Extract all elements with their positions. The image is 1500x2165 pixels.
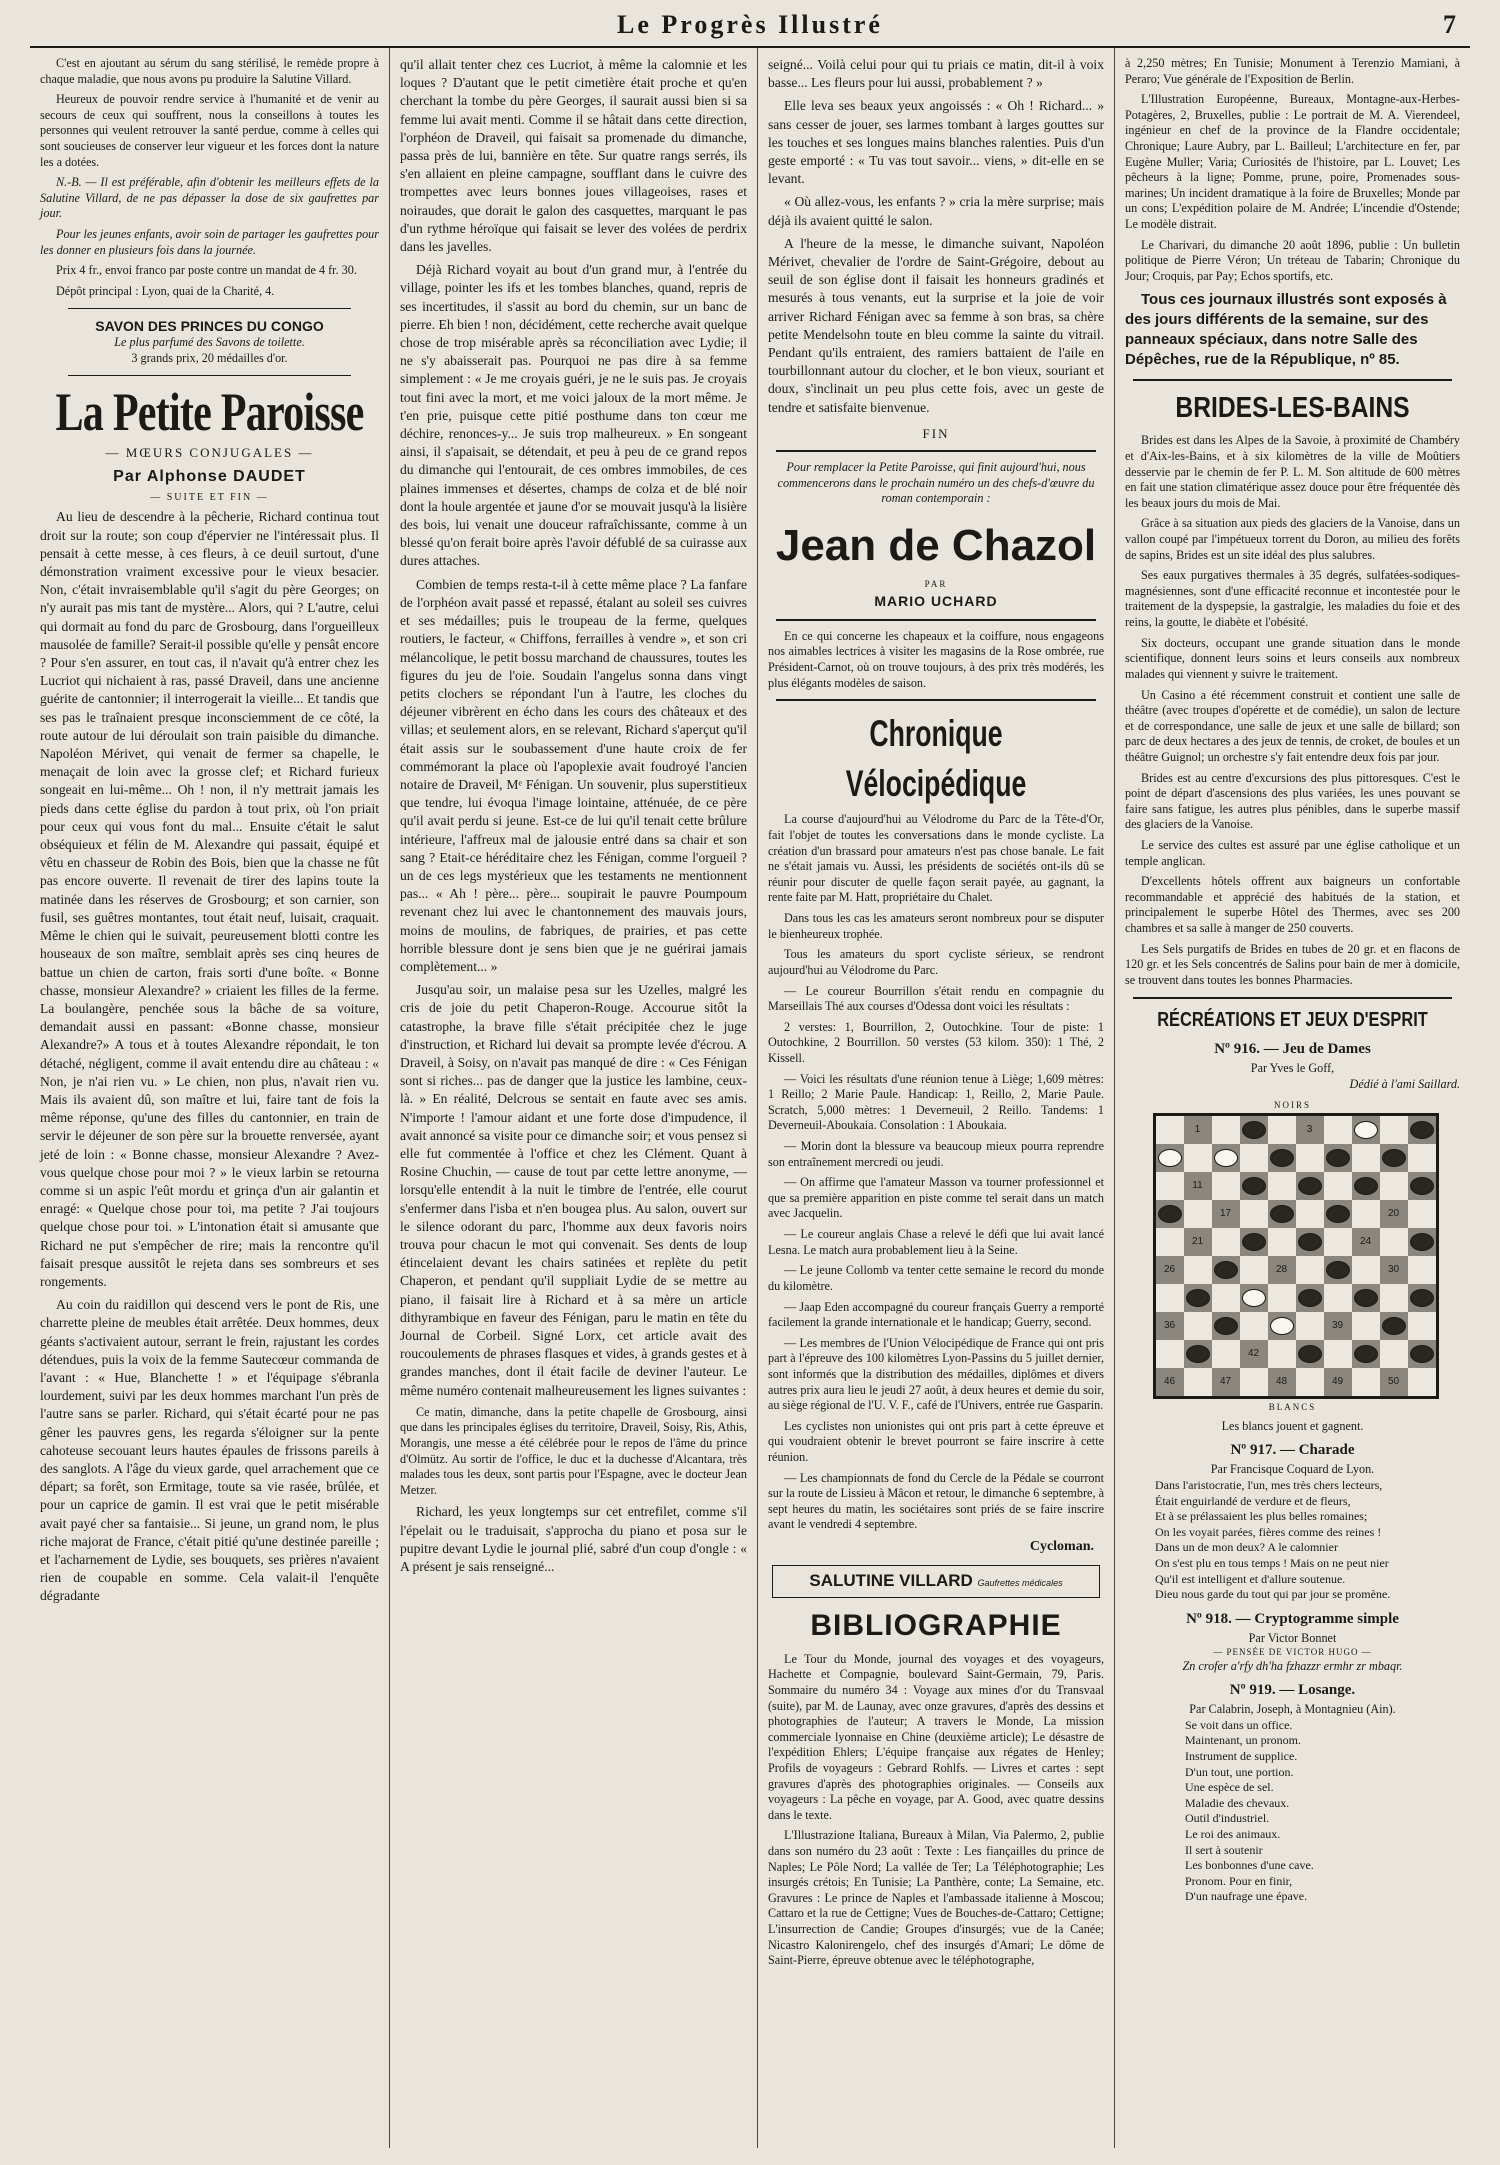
salutine-children-note: Pour les jeunes enfants, avoir soin de partager les gaufrettes pour les donner en plusieurs fois dans la journée.	[40, 227, 379, 257]
charade-line: On s'est plu en tous temps ! Mais on ne peut nier	[1155, 1555, 1389, 1570]
board-dark-square	[1380, 1368, 1408, 1396]
board-light-square	[1156, 1172, 1184, 1200]
charade-text	[1125, 1478, 1460, 1603]
novel-paragraph: qu'il allait tenter chez ces Lucriot, à même la calomnie et les loques ? D'autant que le petit cimetière était proche et qu'en cherchant la tombe du père Georges, il saurait aussi bien si sa femme lui avait menti. Comme il se hâtait dans cette direction, l'orphéon de Draveil, qui faisait sa promenade du dimanche, passa près de lui, bannière en tête. Sur quatre rangs serrés, ils s'en allaient en pleine campagne, soufflant dans le cuivre des trompettes avec leurs bonnes joues villageoises, rases et noiraudes, que dorait le galon des casquettes, marquant le pas d'un rythme héroïque qui faisait se lever des volées de perdrix dans les javelles.	[400, 57, 747, 255]
losange-line: Se voit dans un office.	[1185, 1717, 1293, 1732]
chronicle-paragraph: — Voici les résultats d'une réunion tenue à Liège; 1,609 mètres: 1 Reillo; 2 Marie Paule. Handicap: 1, Reillo, 2, Marie Paule. Scratch, 5,000 mètres: 1 Deverneuil, 2 Reillo. Tandems: 1 Deverneuil-Aboukaia. Consolation : 1 Aboukaia.	[768, 1071, 1104, 1133]
novel-title: La Petite Paroisse	[55, 381, 364, 442]
brides-body	[1125, 433, 1460, 988]
board-square-number: 11	[1192, 1179, 1203, 1191]
losange-line: Le roi des animaux.	[1185, 1826, 1281, 1841]
board-dark-square	[1268, 1144, 1296, 1172]
puzzle-916-title: Nº 916. — Jeu de Dames	[1214, 1041, 1371, 1058]
board-dark-square	[1324, 1368, 1352, 1396]
board-dark-square	[1156, 1312, 1184, 1340]
journals-notice: Tous ces journaux illustrés sont exposés à des jours différents de la semaine, sur des panneaux spéciaux, dans notre Salle des Dépêches, rue de la République, nº 85.	[1125, 290, 1447, 369]
board-dark-square	[1296, 1172, 1324, 1200]
next-novel-title: Jean de Chazol	[775, 521, 1097, 571]
board-light-square	[1324, 1340, 1352, 1368]
divider	[1133, 379, 1452, 381]
puzzle-918-pensee: — PENSÉE DE VICTOR HUGO —	[1213, 1647, 1372, 1658]
losange-line: D'un naufrage une épave.	[1185, 1889, 1308, 1904]
next-novel-intro: Pour remplacer la Petite Paroisse, qui finit aujourd'hui, nous commencerons dans le prochain numéro un des chefs-d'œuvre du roman contemporain :	[777, 460, 1095, 506]
board-light-square	[1184, 1312, 1212, 1340]
board-dark-square	[1408, 1116, 1436, 1144]
white-piece	[1242, 1289, 1266, 1307]
board-light-square	[1240, 1368, 1268, 1396]
novel-paragraph: seigné... Voilà celui pour qui tu priais ce matin, dit-il à voix basse... Les fleurs pour lui aussi, probablement ? »	[768, 57, 1104, 91]
board-light-square	[1352, 1256, 1380, 1284]
board-light-square	[1380, 1172, 1408, 1200]
salutine-banner-title: SALUTINE VILLARD	[809, 1570, 973, 1590]
chronicle-paragraph: Les cyclistes non unionistes qui ont pris part à cette épreuve et qui voudraient obtenir le brevet pourront se faire inscrire à cette réunion.	[768, 1418, 1104, 1464]
board-light-square	[1184, 1256, 1212, 1284]
board-dark-square	[1324, 1312, 1352, 1340]
board-light-square	[1352, 1312, 1380, 1340]
bibliography-entry: L'Illustration Européenne, Bureaux, Montagne-aux-Herbes-Potagères, 2, Bruxelles, publie : Le portrait de M. A. Vierendeel, ingénieur en chef de la province de la Flandre occidentale; Chronique; Laure Aubry, par L. Bailleul; L'architecture en fer, par Eugène Muller; Varia; Curiosités de l'histoire, par L. Louvet; Les pêcheurs à la ligne; Pomme, prune, poire, Promenades sous-marines; Un incident dramatique à la foire de Bruxelles; Monde par un cons; L'expédition polaire de M. Andrée; L'incendie d'Ostende; Le modèle distrait.	[1125, 92, 1460, 232]
board-dark-square	[1408, 1340, 1436, 1368]
board-light-square	[1240, 1144, 1268, 1172]
board-square-number: 21	[1191, 1235, 1204, 1247]
board-light-square	[1184, 1144, 1212, 1172]
bibliography-body	[768, 1652, 1104, 1969]
black-piece	[1298, 1345, 1322, 1363]
board-dark-square	[1352, 1116, 1380, 1144]
board-dark-square	[1240, 1284, 1268, 1312]
black-piece	[1326, 1261, 1350, 1279]
black-piece	[1410, 1233, 1434, 1251]
board-dark-square	[1408, 1284, 1436, 1312]
brides-paragraph: Brides est au centre d'excursions des plus pittoresques. C'est le point de départ d'ascensions des plus variées, les unes pouvant se faire sans fatigue, les autres plus pénibles, dans le superbe massif des glaciers de la Vanoise.	[1125, 770, 1460, 832]
board-square-number: 28	[1275, 1263, 1288, 1275]
board-label-bottom: BLANCS	[1268, 1401, 1317, 1412]
puzzle-918-author: Par Victor Bonnet	[1248, 1630, 1337, 1645]
losange-line: Il sert à soutenir	[1185, 1842, 1263, 1857]
brides-paragraph: Grâce à sa situation aux pieds des glaciers de la Vanoise, dans un vallon coupé par l'impétueux torrent du Doron, au milieu des forêts de sapins, Brides est un site idéal des plus salubres.	[1125, 516, 1460, 562]
board-light-square	[1240, 1256, 1268, 1284]
board-dark-square	[1296, 1284, 1324, 1312]
losange-line: Outil d'industriel.	[1185, 1811, 1270, 1826]
board-square-number: 49	[1331, 1375, 1344, 1387]
board-light-square	[1212, 1340, 1240, 1368]
board-light-square	[1240, 1200, 1268, 1228]
board-dark-square	[1268, 1200, 1296, 1228]
black-piece	[1410, 1345, 1434, 1363]
board-dark-square	[1156, 1256, 1184, 1284]
board-dark-square	[1352, 1172, 1380, 1200]
board-light-square	[1408, 1312, 1436, 1340]
board-square-number: 3	[1306, 1123, 1313, 1135]
charade-line: On les voyait parées, fières comme des reines !	[1155, 1524, 1382, 1539]
board-light-square	[1184, 1368, 1212, 1396]
losange-line: Maintenant, un pronom.	[1185, 1733, 1301, 1748]
board-light-square	[1156, 1116, 1184, 1144]
white-piece	[1158, 1149, 1182, 1167]
novel-paragraph: Richard, les yeux longtemps sur cet entrefilet, comme s'il l'épelait ou le traduisait, s'approcha du piano et posa sur le pupitre devant Lydie le journal plié, sabré d'un coup d'ongle : « A présent je sais renseigné...	[400, 1504, 747, 1575]
bibliography-title: BIBLIOGRAPHIE	[810, 1608, 1062, 1642]
salutine-nb: N.-B. — Il est préférable, afin d'obtenir les meilleurs effets de la Salutine Villard, de ne pas dépasser la dose de six gaufrettes par jour.	[40, 175, 379, 221]
board-dark-square	[1184, 1116, 1212, 1144]
board-light-square	[1380, 1228, 1408, 1256]
board-square-number: 17	[1219, 1207, 1232, 1219]
chronicle-paragraph: — Les championnats de fond du Cercle de la Pédale se courront sur la route de Lissieu à Mâcon et retour, le dimanche 6 septembre, à sept heures du matin, les sociétaires sont priés de se faire inscrire avant le vendredi 4 septembre.	[768, 1470, 1104, 1532]
charade-line: Était enguirlandé de verdure et de fleurs,	[1155, 1493, 1351, 1508]
board-dark-square	[1324, 1144, 1352, 1172]
black-piece	[1326, 1205, 1350, 1223]
board-dark-square	[1212, 1256, 1240, 1284]
salutine-paragraph: Heureux de pouvoir rendre service à l'humanité et de venir au secours de ceux qui souffrent, nous la conseillons à toutes les personnes qui veulent retrouver la santé perdue, comme à celles qui sont soucieuses de conserver leur vigueur et les forces dont la nature les a dotées.	[40, 92, 379, 169]
black-piece	[1298, 1289, 1322, 1307]
column-4	[1115, 48, 1470, 2148]
black-piece	[1298, 1233, 1322, 1251]
board-light-square	[1380, 1116, 1408, 1144]
divider	[68, 308, 351, 309]
black-piece	[1410, 1177, 1434, 1195]
novel-author: Par Alphonse DAUDET	[113, 467, 306, 485]
divider	[1133, 997, 1452, 999]
board-square-number: 1	[1194, 1123, 1201, 1135]
board-dark-square	[1408, 1172, 1436, 1200]
salutine-depot: Dépôt principal : Lyon, quai de la Charité, 4.	[56, 283, 275, 298]
novel-paragraph: « Où allez-vous, les enfants ? » cria la mère surprise; mais déjà ils avaient quitté le salon.	[768, 194, 1104, 228]
savon-subtitle: Le plus parfumé des Savons de toilette.	[114, 335, 305, 350]
board-dark-square	[1324, 1200, 1352, 1228]
black-piece	[1242, 1177, 1266, 1195]
board-dark-square	[1268, 1256, 1296, 1284]
board-light-square	[1268, 1228, 1296, 1256]
board-light-square	[1156, 1284, 1184, 1312]
black-piece	[1214, 1317, 1238, 1335]
board-light-square	[1324, 1284, 1352, 1312]
black-piece	[1410, 1289, 1434, 1307]
board-light-square	[1268, 1116, 1296, 1144]
board-square-number: 26	[1163, 1263, 1176, 1275]
black-piece	[1354, 1345, 1378, 1363]
board-dark-square	[1212, 1368, 1240, 1396]
black-piece	[1270, 1205, 1294, 1223]
next-novel-author: MARIO UCHARD	[874, 593, 998, 610]
board-dark-square	[1212, 1200, 1240, 1228]
next-novel-par: PAR	[924, 579, 948, 590]
board-light-square	[1352, 1144, 1380, 1172]
board-dark-square	[1156, 1200, 1184, 1228]
savon-prizes: 3 grands prix, 20 médailles d'or.	[131, 350, 288, 365]
charade-line: Qu'il est intelligent et d'allure soutenue.	[1155, 1571, 1346, 1586]
board-dark-square	[1240, 1228, 1268, 1256]
hats-notice: En ce qui concerne les chapeaux et la coiffure, nous engageons nos aimables lectrices à visiter les magasins de la Rose ombrée, rue Président-Carnot, où on trouve toujours, à des prix très modérés, les plus élégants modèles de saison.	[768, 628, 1104, 690]
brides-paragraph: Un Casino a été récemment construit et contient une salle de théâtre (avec troupes d'opérette et de comédie), un salon de lecture et de correspondance, une salle de jeux et une salle de billard; son parc de deux hectares a des jeux de tennis, de croket, de boules et un théâtre Guignol; un orchestre s'y fait entendre deux fois par jour.	[1125, 687, 1460, 764]
board-dark-square	[1268, 1368, 1296, 1396]
chronicle-paragraph: — Le coureur Bourrillon s'était rendu en compagnie du Marseillais Thé aux courses d'Odessa dont voici les résultats :	[768, 983, 1104, 1014]
board-dark-square	[1380, 1312, 1408, 1340]
chronicle-paragraph: La course d'aujourd'hui au Vélodrome du Parc de la Tête-d'Or, fait l'objet de toutes les conversations dans le monde cycliste. La création d'un brassard pour amateurs n'est pas chose banale. Le fait ne s'était jamais vu. Aussi, les présidents de sociétés ont-ils dû se réunir pour discuter de quelle façon serait payée, au gagnant, la rente faite par M. Hatt, propriétaire du Chalet.	[768, 812, 1104, 905]
chronicle-paragraph: — Les membres de l'Union Vélocipédique de France qui ont pris part à l'épreuve des 100 kilomètres Lyon-Passins du 5 juillet dernier, sont informés que la distribution des médailles, diplômes et divers autres prix aura lieu le jeudi 27 août, à deux heures et demie du soir, au siège régional de l'U. V. F., café de l'Univers, entrée rue Gasparin.	[768, 1335, 1104, 1413]
page-header	[30, 0, 1470, 48]
board-dark-square	[1352, 1340, 1380, 1368]
losange-text	[1125, 1718, 1460, 1905]
black-piece	[1214, 1261, 1238, 1279]
board-light-square	[1296, 1144, 1324, 1172]
divider	[68, 375, 351, 376]
cryptogram-text: Zn crofer a'rfy dh'ha fzhazzr ermhr zr mbaqr.	[1182, 1658, 1403, 1673]
board-square-number: 30	[1387, 1263, 1400, 1275]
novel-paragraph: Au coin du raidillon qui descend vers le pont de Ris, une charrette pleine de meubles était arrêtée. Deux hommes, deux géants s'activaient autour, serrant le frein, rajustant les cordes détendues, puis la voix de la femme Sautecœur commanda de l'avant : « Hue, Blanchette ! » et l'équipage s'ébranla lourdement, suivi par les deux hommes marchant l'un près de l'autre sans se parler. Richard, qui s'était écarté pour ne pas gêner les pauvres gens, les regarda s'éloigner sur la pente cahoteuse secouant leurs hautes épaules de frissons pareils à des sanglots. A l'âge du vieux garde, quel arrachement que ce départ; sa forêt, son Ermitage, toute sa vie rasée, brûlée, et pour un caprice de gamin. Il est vrai que le petit misérable avait payé cher sa fantaisie... Si jeune, un grand nom, le plus riche majorat de France, c'était pitié qu'une destinée pareille ; et l'acharnement de Lydie, ses bouquets, ses prières n'avaient rien de coupable en somme. Cela valait-il l'enquête dégradante	[40, 1297, 379, 1604]
charade-line: Dans l'aristocratie, l'un, mes très chers lecteurs,	[1155, 1478, 1383, 1493]
bibliography-entry: Le Charivari, du dimanche 20 août 1896, publie : Un bulletin politique de Pierre Véron; Un tréteau de Tabarin; Chronique du Jour; Croquis, par Pay; Echos sportifs, etc.	[1125, 237, 1460, 283]
chronicle-paragraph: — Le coureur anglais Chase a relevé le défi que lui avait lancé Lesna. Le match aura probablement lieu à la Seine.	[768, 1227, 1104, 1257]
bibliography-entry: à 2,250 mètres; En Tunisie; Monument à Terenzio Mamiani, à Peraro; Vue générale de l'Exposition de Berlin.	[1125, 56, 1460, 86]
puzzle-918-title: Nº 918. — Cryptogramme simple	[1186, 1610, 1399, 1627]
board-dark-square	[1352, 1228, 1380, 1256]
salutine-paragraph: C'est en ajoutant au sérum du sang stérilisé, le remède propre à chaque maladie, que nous avons pu produire la Salutine Villard.	[40, 56, 379, 86]
board-square-number: 50	[1387, 1375, 1400, 1387]
board-square-number: 47	[1219, 1375, 1232, 1387]
board-light-square	[1212, 1116, 1240, 1144]
bibliography-entry: Le Tour du Monde, journal des voyages et des voyageurs, Hachette et Compagnie, boulevard Saint-Germain, 79, Paris. Sommaire du numéro 34 : Voyage aux mines d'or du Transvaal (suite), par M. de Launay, avec onze gravures, d'après des dessins et photographies de l'auteur; A travers le Monde, La mission commerciale lyonnaise en Chine (deuxième article); Le désastre de l'expédition Ehlers; L'équipe française aux régates de Henley; Profils de voyageurs : Gebrard Rohlfs. — Livres et cartes : sept gravures d'après des photographies originales. — Conseils aux voyageurs : La pêche en voyage, par A. Good, avec quatre dessins dans le texte.	[768, 1651, 1104, 1822]
brides-paragraph: Six docteurs, occupant une grande situation dans le monde scientifique, donnent leurs soins et leurs conseils aux nombreux malades qui viennent y suivre le traitement.	[1125, 635, 1460, 681]
losange-line: Pronom. Pour en finir,	[1185, 1873, 1293, 1888]
column-3	[758, 48, 1115, 2148]
board-light-square	[1240, 1312, 1268, 1340]
losange-line: Maladie des chevaux.	[1185, 1795, 1290, 1810]
chronicle-body	[768, 812, 1104, 1533]
page-number: 7	[1443, 10, 1456, 39]
board-dark-square	[1380, 1200, 1408, 1228]
board-dark-square	[1184, 1228, 1212, 1256]
novel-paragraph: Combien de temps resta-t-il à cette même place ? La fanfare de l'orphéon avait passé et repassé, étalant au soleil ses cuivres et ses médailles; puis le troupeau de la ferme, quelques routiers, le facteur, « Chiffons, ferrailles à vendre », et son cri mélancolique, le petit bossu marchand de chaussures, toutes les figures du jeu de l'oie. Soudain l'angelus sonna dans vingt petits clochers se répondant l'un à l'autre, les cloches du déjeuner vibrèrent en écho dans les cours des châteaux et des villas; et seulement alors, en se relevant, Richard s'aperçut qu'il était assis sur le soubassement d'une haute croix de fer commémorant la place où l'apoplexie avait foudroyé l'ancien notaire de Draveil, Mᵉ Fénigan. Un souvenir, plus superstitieux que tendre, lui évoqua l'image lointaine, atténuée, de ce père qu'il avait perdu si jeune. Est-ce de lui qu'il tenait cette brûlure intérieure, l'affreux mal de jalousie entré dans sa chair et son sang ? Etait-ce héréditaire chez les Fénigan, comme l'orgueil ? un de ces legs mystérieux que les testaments ne mentionnent pas... « Ah ! père... père... soupirait le pauvre Poumpoum revenant chez lui avec le chantonnement des mauvais jours, moins de moulins, de fabriques, de prairies, et pas cette horrible blessure dont je sens bien que je ne guérirai jamais complètement... »	[400, 576, 747, 974]
losange-line: Les bonbonnes d'une cave.	[1185, 1858, 1314, 1873]
brides-paragraph: Ses eaux purgatives thermales à 35 degrés, sulfatées-sodiques-magnésiennes, sont d'une efficacité reconnue et incontestée pour le traitement de la dyspepsie, la gastralgie, les maladies du foie et des reins, la goutte, le diabète et l'obésité.	[1125, 568, 1460, 630]
board-light-square	[1296, 1256, 1324, 1284]
board-light-square	[1212, 1172, 1240, 1200]
black-piece	[1270, 1149, 1294, 1167]
board-dark-square	[1184, 1284, 1212, 1312]
puzzle-916-author: Par Yves le Goff,	[1250, 1061, 1335, 1076]
divider	[776, 619, 1096, 621]
board-dark-square	[1240, 1172, 1268, 1200]
board-square-number: 46	[1163, 1375, 1176, 1387]
board-dark-square	[1296, 1116, 1324, 1144]
column-2	[390, 48, 758, 2148]
board-square-number: 48	[1275, 1375, 1288, 1387]
black-piece	[1354, 1289, 1378, 1307]
black-piece	[1298, 1177, 1322, 1195]
board-dark-square	[1408, 1228, 1436, 1256]
divider	[776, 450, 1096, 452]
board-light-square	[1380, 1284, 1408, 1312]
chronicle-paragraph: — Jaap Eden accompagné du coureur français Guerry a remporté facilement la grande internationale et le handicap; Guerry, second.	[768, 1299, 1104, 1330]
board-light-square	[1380, 1340, 1408, 1368]
charade-line: Et à se prélassaient les plus belles romaines;	[1155, 1509, 1368, 1524]
board-dark-square	[1268, 1312, 1296, 1340]
chronicle-paragraph: Tous les amateurs du sport cycliste sérieux, se rendront aujourd'hui au Vélodrome du Parc.	[768, 947, 1104, 977]
black-piece	[1382, 1149, 1406, 1167]
board-light-square	[1324, 1228, 1352, 1256]
white-piece	[1270, 1317, 1294, 1335]
white-piece	[1354, 1121, 1378, 1139]
board-light-square	[1156, 1228, 1184, 1256]
board-label-top: NOIRS	[1273, 1099, 1311, 1110]
board-dark-square	[1352, 1284, 1380, 1312]
newspaper-title: Le Progrès Illustré	[617, 10, 883, 39]
board-light-square	[1352, 1368, 1380, 1396]
board-light-square	[1212, 1228, 1240, 1256]
board-light-square	[1324, 1116, 1352, 1144]
charade-line: Dieu nous garde du tout qui par jour se promène.	[1155, 1587, 1391, 1602]
savon-title: SAVON DES PRINCES DU CONGO	[95, 317, 324, 334]
board-square-number: 20	[1387, 1207, 1400, 1219]
novel-paragraph: A l'heure de la messe, le dimanche suivant, Napoléon Mérivet, chevalier de l'ordre de Saint-Grégoire, debout au seuil de son église dont il faisait les honneurs gradinés et mesurés à tous venants, eut la surprise et la joie de voir arriver Richard Fénigan avec sa femme à son bras, sa chère petite Mendelsohn toute en bleu comme la sainte du vitrail. Pendant qu'ils entraient, des ramiers battaient de l'aile en tourbillonnant autour du clocher, et le bon vieux, souriant et doux, s'inclinait un peu plus cette fois, avec un geste de tendre et satisfaite bienvenue.	[768, 235, 1104, 415]
board-dark-square	[1156, 1144, 1184, 1172]
novel-end: FIN	[922, 425, 950, 441]
brides-paragraph: D'excellents hôtels offrent aux baigneurs un confortable recommandable et apprécié des habitués de la station, et principalement le superbe Hôtel des Thermes, avec ses 200 chambres et sa salle à manger de 250 couverts.	[1125, 874, 1460, 936]
board-light-square	[1408, 1256, 1436, 1284]
novel-subtitle: — MŒURS CONJUGALES —	[105, 445, 314, 461]
novel-paragraph: Déjà Richard voyait au bout d'un grand mur, à l'entrée du village, pointer les ifs et les tombes blanches, quand, repris de ses incertitudes, il s'assit au bord du chemin, sur un banc de pierre. Eh bien ! non, décidément, cette recherche avait quelque chose de trop misérable après sa réconciliation avec Lydie; il ne s'y abaisserait pas. Pourquoi ne pas dire à sa femme simplement : « Je me croyais guéri, je ne le suis pas. Je croyais tout fini avec la mort, et me voici jaloux de la mort même. Je t'en prie, puisque cette pitié posthume dans ton cœur me déchire, renonces-y... Je suis trop malheureux. » En songeant ainsi, il s'apaisait, se détendait, et peu à peu de ce grand repos du dimanche qui l'entourait, de ces ombres immobiles, de ces plaines immenses et désertes, champs de colza et de blé noir dont la houle argentée et jaune d'or se mouvait jusqu'à la lisière des bois, lui venait une douceur rafraîchissante, comme à un blessé qu'on ferait boire après l'avoir défublé de sa cuirasse aux dures attaches.	[400, 262, 747, 569]
board-dark-square	[1380, 1256, 1408, 1284]
board-dark-square	[1184, 1340, 1212, 1368]
novel-paragraph: Elle leva ses beaux yeux angoissés : « Oh ! Richard... » sans cesser de jouer, ses larmes tombant à larges gouttes sur les touches et ses longues mains blanches ralenties. Puis d'un geste emporté : « Tu vas tout savoir... viens, » dit-elle en se levant.	[768, 98, 1104, 187]
charade-line: Dans un de mon deux? A le calomnier	[1155, 1540, 1338, 1555]
puzzle-919-title: Nº 919. — Losange.	[1229, 1682, 1356, 1699]
board-light-square	[1156, 1340, 1184, 1368]
board-dark-square	[1212, 1144, 1240, 1172]
chronicle-paragraph: — Morin dont la blessure va beaucoup mieux pourra reprendre son entraînement mercredi ou jeudi.	[768, 1139, 1104, 1169]
columns	[30, 48, 1470, 2148]
board-dark-square	[1184, 1172, 1212, 1200]
board-dark-square	[1324, 1256, 1352, 1284]
newspaper-quote: Ce matin, dimanche, dans la petite chapelle de Grosbourg, ainsi que dans les principales églises du territoire, Draveil, Soisy, Ris, Athis, Morangis, une messe a été célébrée pour le repos de l'âme du prince d'Olmütz. Au sortir de l'office, le duc et la duchesse d'Alcantara, très malades tous les deux, sont partis pour l'Espagne, avec le docteur Jean Metzer.	[400, 1404, 747, 1497]
board-square-number: 36	[1163, 1319, 1176, 1331]
black-piece	[1242, 1121, 1266, 1139]
board-dark-square	[1156, 1368, 1184, 1396]
chronicle-paragraph: — Le jeune Collomb va tenter cette semaine le record du monde du kilomètre.	[768, 1263, 1104, 1293]
black-piece	[1158, 1205, 1182, 1223]
board-square-number: 24	[1359, 1235, 1372, 1247]
board-square-number: 39	[1331, 1319, 1344, 1331]
black-piece	[1242, 1233, 1266, 1251]
board-light-square	[1296, 1312, 1324, 1340]
board-dark-square	[1380, 1144, 1408, 1172]
salutine-price: Prix 4 fr., envoi franco par poste contre un mandat de 4 fr. 30.	[56, 263, 357, 278]
puzzle-916-dedication: Dédié à l'ami Saillard.	[1349, 1077, 1460, 1091]
chronicle-signature: Cycloman.	[1029, 1539, 1094, 1555]
board-light-square	[1352, 1200, 1380, 1228]
board-caption: Les blancs jouent et gagnent.	[1221, 1418, 1364, 1433]
board-dark-square	[1240, 1116, 1268, 1144]
losange-line: D'un tout, une portion.	[1185, 1764, 1294, 1779]
board-light-square	[1408, 1200, 1436, 1228]
checkers-board	[1153, 1113, 1439, 1399]
brides-title: BRIDES-LES-BAINS	[1175, 391, 1410, 424]
board-light-square	[1184, 1200, 1212, 1228]
board-dark-square	[1212, 1312, 1240, 1340]
losange-line: Une espèce de sel.	[1185, 1780, 1274, 1795]
board-dark-square	[1296, 1228, 1324, 1256]
black-piece	[1326, 1149, 1350, 1167]
bibliography-cont	[1125, 56, 1460, 285]
salutine-banner-sub: Gaufrettes médicales	[977, 1577, 1063, 1588]
white-piece	[1214, 1149, 1238, 1167]
board-square-number: 42	[1247, 1347, 1260, 1359]
brides-paragraph: Les Sels purgatifs de Brides en tubes de 20 gr. et en flacons de 120 gr. et les Sels concentrés de Salins pour bain de mer à domicile, se trouvent dans toutes les bonnes Pharmacies.	[1125, 941, 1460, 987]
board-light-square	[1408, 1368, 1436, 1396]
board-light-square	[1268, 1172, 1296, 1200]
puzzle-919-author: Par Calabrin, Joseph, à Montagnieu (Ain).	[1189, 1702, 1396, 1717]
black-piece	[1410, 1121, 1434, 1139]
salutine-banner	[772, 1565, 1100, 1598]
bibliography-entry: L'Illustrazione Italiana, Bureaux à Milan, Via Palermo, 2, publie dans son numéro du 23 août : Texte : Les fiançailles du prince de Naples; Le Pôle Nord; La vallée de Ter; La Téléphotographie; Les insurgés crétois; En Tunisie; La Panthère, conte; La Semaine, etc. Gravures : Le prince de Naples et l'ambassade italienne à Moscou; Cattaro et la rue de Cettigne; Vues de Bouches-de-Cattaro; Cettigne; L'insurrection de Candie; Groupes d'insurgés; vue de la Canée; Nicastro Kalonirengelo, chef des insurgés d'Amari; Le dôme de Saint-Pierre, épreuve obtenue avec le téléphotographe,	[768, 1828, 1104, 1968]
board-light-square	[1268, 1340, 1296, 1368]
board-light-square	[1268, 1284, 1296, 1312]
board-light-square	[1296, 1368, 1324, 1396]
board-dark-square	[1240, 1340, 1268, 1368]
chronicle-paragraph: — On affirme que l'amateur Masson va tourner professionnel et que sa première apparition en piste comme tel serait dans un match avec Jacquelin.	[768, 1175, 1104, 1221]
novel-paragraph: Au lieu de descendre à la pêcherie, Richard continua tout droit sur la route; son coup d'épervier ne l'intéressait plus. Il pensait à cette messe, à ces fleurs, à ce deuil surtout, d'une démonstration vraiment excessive pour le vieux besacier. Non, c'était invraisemblable qu'il s'agit du père Georges; on n'y aurait pas mis tant de mystère... Alors, qui ? L'autre, celui qui dormait au fond du parc de Grosbourg, dans l'orgueilleux mausolée de famille? Serait-il possible qu'elle y pensât encore ? Pour s'en assurer, en tout cas, il n'avait qu'à entrer chez les Lucriot qui nichaient à ras, passé Draveil, dans une ancienne guérite de cantonnier; il interrogerait la vieille... Et tandis que ses pas le traînaient presque inconsciemment de ce côté, la route autour de lui déroulait son train paisible du dimanche. Napoléon Mérivet, qui venait de fermer sa chapelle, le menaçait de loin avec la grosse clef; et Richard furieux songeait en lui-même... Oh ! non, il n'y mettrait jamais les pieds dans cette église du pardon à tout prix, où l'on priait pour ceux qui vous font du mal... Ensuite c'était le salut obséquieux et félin de M. Alexandre qui passait, équipé et vêtu en chasseur de Robin des Bois, bien que la chasse ne fût pas encore ouverte. Il revenait de tirer des lapins toute la matinée dans les réserves de Grosbourg; et son carnier, son fusil, ses guêtres montantes, tout était neuf, luisait, craquait. Même le chien qui le suivait, peureusement blotti contre les houseaux de son maître, semblait après ses cinq heures de battue un chien de carton, frais sorti d'une boîte. « Bonne chasse, monsieur Alexandre? » criaient les filles de la ferme. La boulangère, penchée sous la bâche de sa voiture, demandait aussi en passant: «Bonne chasse, monsieur Alexandre?» A tous et à toutes Alexandre répondait, le ton détaché, négligent, comme il avait entendu dire au château : « Non, je n'ai rien vu. » Le chien, non plus, n'avait rien vu. Mais ils avaient dû, son maître et lui, faire tant de fois la même réponse, qu'une des filles du cantonnier, en train de servir le déjeuner de son père sur la brouette renversée, ayant jeté de loin : « Bonne chasse, monsieur Alexandre ? Avez-vous quelque chose pour moi ? » le vieux larbin se retourna comme si un aspic l'eût mordu et grinça d'un air galantin et enragé: « Quelque chose pour toi, ma petite ? J'ai toujours quelque chose pour toi. » L'intonation était si amusante que Richard ne put s'empêcher de rire; mais la rencontre qu'il faisait presque aussitôt le rejeta dans ses sombreurs et ses rongements.	[40, 509, 379, 1289]
divider	[776, 699, 1096, 701]
checkers-board-wrap	[1153, 1099, 1433, 1413]
brides-paragraph: Brides est dans les Alpes de la Savoie, à proximité de Chambéry et d'Aix-les-Bains, et à six kilomètres de la ville de Moûtiers desservie par le chemin de fer P. L. M. Son altitude de 600 mètres en fait une station climatérique assez douce pour être fréquentée dès les beaux jours du mois de Mai.	[1125, 433, 1460, 510]
puzzle-917-title: Nº 917. — Charade	[1230, 1442, 1355, 1459]
losange-line: Instrument de supplice.	[1185, 1749, 1298, 1764]
black-piece	[1186, 1289, 1210, 1307]
chronicle-paragraph: 2 verstes: 1, Bourrillon, 2, Outochkine. Tour de piste: 1 Outochkine, 2 Bourrillon. 50 verstes (53 kilom. 350): 1 Thé, 2 Kissell.	[768, 1019, 1104, 1065]
novel-note: — SUITE ET FIN —	[150, 492, 269, 504]
board-light-square	[1296, 1200, 1324, 1228]
puzzle-917-author: Par Francisque Coquard de Lyon.	[1210, 1462, 1375, 1477]
chronicle-title: Chronique Vélocipédique	[845, 713, 1027, 804]
black-piece	[1382, 1317, 1406, 1335]
board-dark-square	[1296, 1340, 1324, 1368]
chronicle-paragraph: Dans tous les cas les amateurs seront nombreux pour se disputer le bienheureux trophée.	[768, 911, 1104, 941]
board-light-square	[1212, 1284, 1240, 1312]
black-piece	[1186, 1345, 1210, 1363]
board-light-square	[1324, 1172, 1352, 1200]
novel-paragraph: Jusqu'au soir, un malaise pesa sur les Uzelles, malgré les cris de joie du petit Chaperon-Rouge. Accourue sitôt la catastrophe, la brave fille s'était précipitée chez le juge d'instruction, et Richard lui devait sa prompte levée d'écrou. A Draveil, à Soisy, on n'avait pas manqué de dire : « Ces Fénigan sont si riches... pas de danger que la justice les lambine, ceux-là. » En réalité, Delcrous se sentait en faute avec ses amis. N'importe ! l'amour aidant et une forte dose d'impudence, il avait annoncé sa visite pour ce dimanche soir; et vous pensez si elle fut commentée à l'office et chez les Clément. Quant à Rosine Chuchin, — cause de tout par cette lettre anonyme, — lorsqu'elle entendit à la nuit le timbre de l'entrée, elle courut s'enfermer dans l'isba et n'en bougea plus. Au salon, ouvert sur le silence odorant du parc, l'homme aux deux favoris noirs trouva pour chacun le mot qui convenait. Ses dents de loup étincelaient devant les chairs satinées et replète du petit Chaperon, et pendant qu'il suppliait Lydie de se mettre au piano, il faisait lire à Richard et à sa mère un article dithyrambique en faveur des Fénigan, paru le matin en tête du Journal de Corbeil. Signé Lorx, cet article avait des roucoulements de phrases flasques et vides, à grands gestes et à grandes manches, dont il était facile de deviner l'auteur. Le même numéro contenait malheureusement les lignes suivantes :	[400, 982, 747, 1398]
recreations-title: RÉCRÉATIONS ET JEUX D'ESPRIT	[1157, 1008, 1428, 1031]
board-light-square	[1408, 1144, 1436, 1172]
black-piece	[1354, 1177, 1378, 1195]
brides-paragraph: Le service des cultes est assuré par une église catholique et un temple anglican.	[1125, 838, 1460, 868]
column-1	[30, 48, 390, 2148]
